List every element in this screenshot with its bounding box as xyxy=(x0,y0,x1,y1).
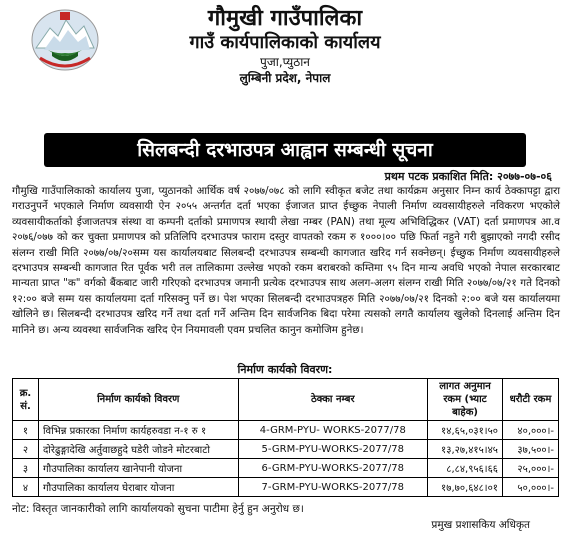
cell-deposit: ४०,०००।- xyxy=(503,421,559,440)
cell-deposit: २५,०००।- xyxy=(503,459,559,478)
header-cost-estimate: लागत अनुमान रकम (भ्याट बाहेक) xyxy=(428,379,503,421)
works-table xyxy=(12,378,559,497)
cell-description: गौउपालिका कार्यालय घेराबार योजना xyxy=(38,478,238,497)
nepal-emblem-icon xyxy=(30,6,100,72)
cell-cost-estimate: १३,२७,४१५।४५ xyxy=(428,440,503,459)
municipality-title: गौमुखी गाउँपालिका xyxy=(207,6,363,31)
notice-banner: सिलबन्दी दरभाउपत्र आह्वान सम्बन्धी सूचना xyxy=(44,133,526,167)
cell-serial: १ xyxy=(13,421,39,440)
cell-serial: ३ xyxy=(13,459,39,478)
cell-serial: ४ xyxy=(13,478,39,497)
cell-contract-number: 6-GRM-PYU-WORKS-2077/78 xyxy=(238,459,428,478)
notice-body: गौमुखि गाउँपालिकाको कार्यालय पुजा, प्युठानको आर्थिक वर्ष २०७७/०७८ को लागि स्वीकृत बजेट तथा कार्यक्रम अनुसार निम्न कार्य ठेक्कापट्टा द्वारा गराउनुपर्ने भएकाले निर्माण व्यवसायी ऐन २०५५ अन्तर्गत दर्ता भएका ईजाजत प्राप्त ईच्छुक नेपाली निर्माण व्यवसायीहरुले नविकरण भएकोले व्यवसायीकर्ताको ईजाजतपत्र संस्था वा कम्पनी दर्ताको प्रमाणपत्र स्थायी लेखा नम्बर (PAN) तथा मूल्य अभिविद्धिकर (VAT) दर्ता प्रमाणपत्र आ.व २०७६/०७७ को कर चुक्ता प्रमाणपत्र को प्रतिलिपि दरभाउपत्र फाराम दस्तुर वापतको रकम रु १०००।०० पछि फिर्ता नहुने गरी बुझाएको नगदी रसीद संलग्न राखी मिति २०७७/०७/२०सम्म यस कार्यालयबाट सिलबन्दी दरभाउपत्र सम्बन्धी कागजात खरिद गर्न सक्नेछन्। ईच्छुक निर्माण व्यवसायीहरुले दरभाउपत्र सम्बन्धी कागजात रित पूर्वक भरी तल तालिकामा उल्लेख भएको रकम बराबरको कम्तिमा ९५ दिन मान्य अवधि भएको नेपाल सरकारबाट मान्यता प्राप्त "क" वर्गको बैंकबाट जारी गरिएको दरभाउपत्र जमानी प्रत्येक दरभाउपत्र साथ अलग-अलग संलग्न राखी मिति २०७७/०७/२१ गते दिनको १२:०० बजे सम्म यस कार्यालयमा दर्ता गरिसक्नु पर्ने छ। पेश भएका सिलबन्दी दरभाउपत्रहरु मिति २०७७/०७/२१ दिनको २:०० बजे यस कार्यालयमा खोलिने छ। सिलबन्दी दरभाउपत्र खरिद गर्ने तथा दर्ता गर्ने अन्तिम दिन सार्वजनिक बिदा परेमा त्यसको लगतै कार्यालय खुलेको दिनलाई अन्तिम दिन मानिने छ। अन्य व्यवस्था सार्वजनिक खरिद ऐन नियमावली एवम प्रचलित कानुन कमोजिम हुनेछ। xyxy=(12,185,560,336)
table-header-row xyxy=(13,379,559,421)
cell-contract-number: 7-GRM-PYU-WORKS-2077/78 xyxy=(238,478,428,497)
cell-serial: २ xyxy=(13,440,39,459)
header-description: निर्माण कार्यको विवरण xyxy=(38,379,238,421)
table-row xyxy=(13,421,559,440)
table-row xyxy=(13,459,559,478)
office-header xyxy=(110,4,460,86)
cell-deposit: ५०,०००।- xyxy=(503,478,559,497)
publish-date-value: २०७७-०७-०६ xyxy=(497,170,552,183)
office-location: पुजा,प्युठान xyxy=(260,55,310,69)
footer-note: नोट: विस्तृत जानकारीको लागि कार्यालयको सुचना पाटीमा हेर्नु हुन अनुरोध छ। xyxy=(12,503,304,515)
publish-label: प्रथम पटक प्रकाशित मिति: xyxy=(384,170,494,183)
header-deposit: धरौटी रकम xyxy=(503,379,559,421)
header-serial: क्र. सं. xyxy=(13,379,39,421)
table-row xyxy=(13,478,559,497)
table-title: निर्माण कार्यको विवरण: xyxy=(237,363,333,376)
cell-contract-number: 4-GRM-PYU- WORKS-2077/78 xyxy=(238,421,428,440)
cell-cost-estimate: १४,६५,०३१।५० xyxy=(428,421,503,440)
signatory-title: प्रमुख प्रशासकिय अधिकृत xyxy=(431,519,530,531)
province-line: लुम्बिनी प्रदेश, नेपाल xyxy=(239,71,331,85)
header-contract-number: ठेक्का नम्बर xyxy=(238,379,428,421)
cell-contract-number: 5-GRM-PYU-WORKS-2077/78 xyxy=(238,440,428,459)
cell-deposit: ३७,५००।- xyxy=(503,440,559,459)
cell-cost-estimate: ८,८४,९५६।६६ xyxy=(428,459,503,478)
cell-description: विभिन्न प्रकारका निर्माण कार्यहरुवडा न-१ रु १ xyxy=(38,421,238,440)
cell-description: दोरेढुङ्गादेखि अर्तुवाछहुदे घडेरी जोडने मोटरबाटो xyxy=(38,440,238,459)
table-row xyxy=(13,440,559,459)
cell-cost-estimate: १७,७०,६४८।०१ xyxy=(428,478,503,497)
cell-description: गौउपालिका कार्यालय खानेपानी योजना xyxy=(38,459,238,478)
office-subtitle: गाउँ कार्यपालिकाको कार्यालय xyxy=(189,32,381,53)
publish-date xyxy=(385,169,552,184)
